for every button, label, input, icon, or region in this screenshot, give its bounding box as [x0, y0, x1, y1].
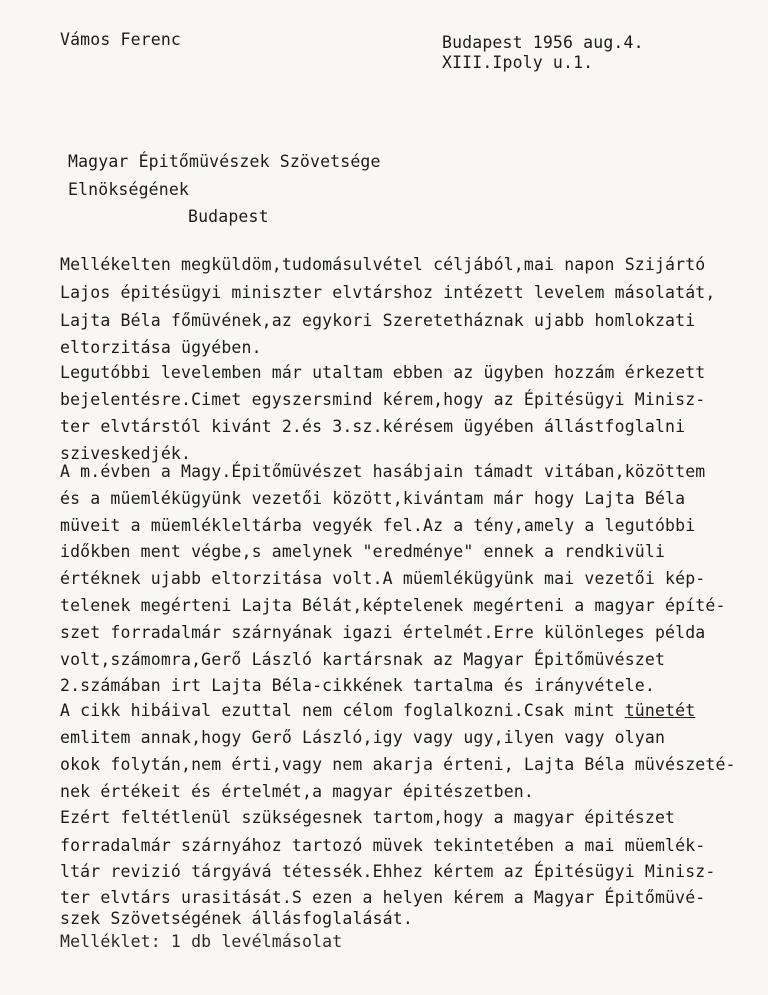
body-line: bejelentésre.Cimet egyszersmind kérem,hogy az Épitésügyi Minisz- — [60, 390, 706, 409]
body-line: sziveskedjék. — [60, 444, 192, 463]
body-line: időkben ment végbe,s amelynek "eredménye" ennek a rendkivüli — [60, 542, 666, 561]
body-line: A m.évben a Magy.Épitőmüvészet hasábjain támadt vitában,közöttem — [60, 462, 706, 481]
body-line: eltorzitása ügyében. — [60, 338, 262, 357]
body-line: ltár revizió tárgyává tétessék.Ehhez kértem az Épitésügyi Minisz- — [60, 862, 716, 881]
body-line: okok folytán,nem érti,vagy nem akarja érteni, Lajta Béla müvészeté- — [60, 755, 736, 774]
sender-address: XIII.Ipoly u.1. — [442, 53, 594, 72]
body-line-text: A cikk hibáival ezuttal nem célom foglalkozni.Csak mint — [60, 701, 615, 720]
body-line: forradalmár szárnyához tartozó müvek tekintetében a mai müemlék- — [60, 836, 706, 855]
body-line: 2.számában irt Lajta Béla-cikkének tartalma és irányvétele. — [60, 676, 655, 695]
body-line: Legutóbbi levelemben már utaltam ebben az ügyben hozzám érkezett — [60, 363, 706, 382]
body-line: Lajta Béla főmüvének,az egykori Szeretetháznak ujabb homlokzati — [60, 311, 696, 330]
body-line: emlitem annak,hogy Gerő László,igy vagy ugy,ilyen vagy olyan — [60, 728, 666, 747]
recipient-city: Budapest — [188, 207, 269, 226]
body-line: Ezért feltétlenül szükségesnek tartom,hogy a magyar épitészet — [60, 808, 676, 827]
recipient-body: Elnökségének — [68, 180, 190, 199]
attachment-note: Melléklet: 1 db levélmásolat — [60, 932, 343, 951]
underlined-word: tünetét — [624, 701, 696, 720]
body-line: Lajos épitésügyi miniszter elvtárshoz intézett levelem másolatát, — [60, 283, 716, 302]
body-line: szet forradalmár szárnyának igazi értelmét.Erre különleges példa — [60, 623, 706, 642]
body-line: nek értékeit és értelmét,a magyar épitészetben. — [60, 782, 534, 801]
body-line: volt,számomra,Gerő László kartársnak az Magyar Épitőmüvészet — [60, 650, 666, 669]
letter-date: Budapest 1956 aug.4. — [442, 33, 644, 52]
body-line-with-emphasis — [60, 701, 695, 721]
body-line: telenek megérteni Lajta Bélát,képtelenek megérteni a magyar építé- — [60, 596, 726, 615]
sender-name: Vámos Ferenc — [60, 30, 182, 49]
body-line: ter elvtárs urasitását.S ezen a helyen kérem a Magyar Épitőmüvé- — [60, 888, 706, 907]
body-line: müveit a müemlékleltárba vegyék fel.Az a tény,amely a legutóbbi — [60, 516, 696, 535]
body-line: szek Szövetségének állásfoglalását. — [60, 909, 413, 928]
body-line: Mellékelten megküldöm,tudomásulvétel céljából,mai napon Szijártó — [60, 255, 706, 274]
body-line: és a müemlékügyünk vezetői között,kivántam már hogy Lajta Béla — [60, 489, 686, 508]
body-line: értéknek ujabb eltorzitása volt.A müemlékügyünk mai vezetői kép- — [60, 569, 706, 588]
body-line: ter elvtárstól kivánt 2.és 3.sz.kérésem ügyében állástfoglalni — [60, 417, 686, 436]
recipient-organization: Magyar Épitőmüvészek Szövetsége — [68, 152, 381, 171]
